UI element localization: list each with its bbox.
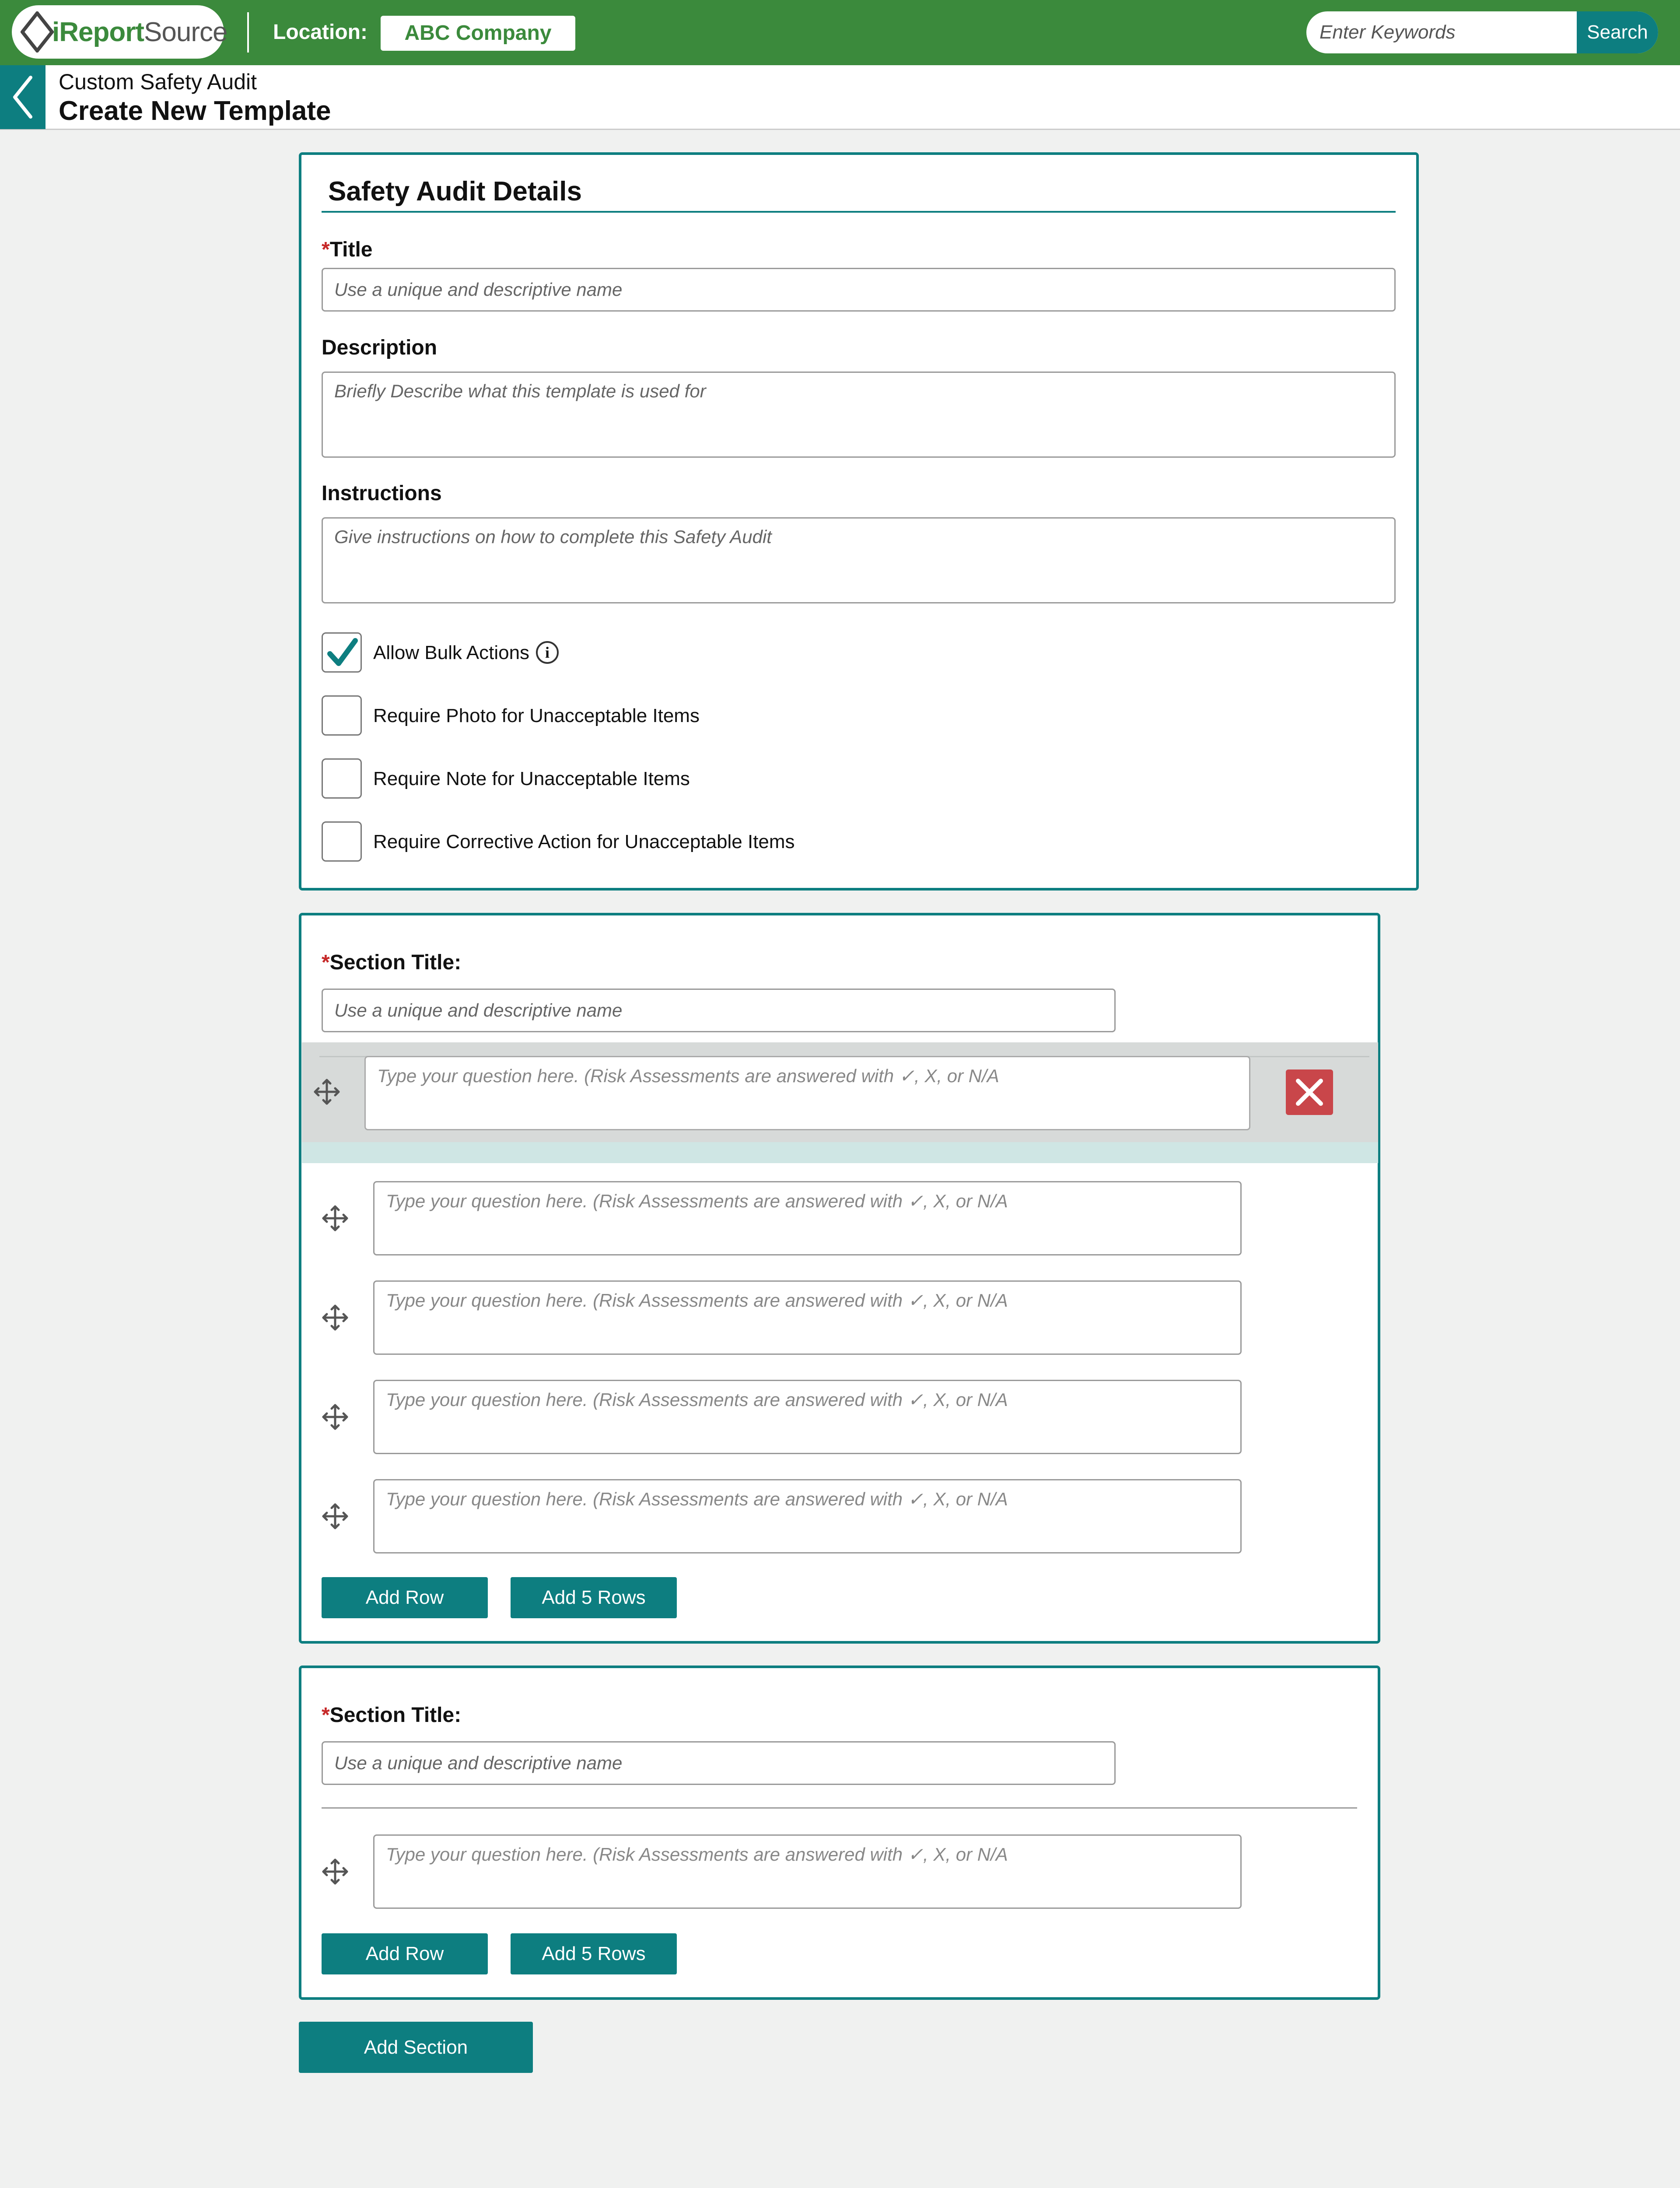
checkmark-icon: [326, 636, 358, 670]
drag-handle-icon[interactable]: [312, 1077, 341, 1106]
require-corrective-action-checkbox[interactable]: [322, 821, 362, 862]
add-section-button[interactable]: Add Section: [299, 2022, 533, 2073]
search-input[interactable]: [1306, 11, 1575, 53]
require-note-label: Require Note for Unacceptable Items: [373, 768, 690, 789]
required-mark: *: [322, 238, 330, 261]
require-photo-label: Require Photo for Unacceptable Items: [373, 705, 700, 726]
close-icon: [1295, 1077, 1324, 1107]
logo-wordmark: [52, 17, 227, 48]
question-field[interactable]: [373, 1479, 1242, 1553]
header-divider: [247, 12, 249, 53]
add-row-button[interactable]: Add Row: [322, 1933, 488, 1974]
required-mark: *: [322, 951, 330, 974]
drag-handle-icon[interactable]: [321, 1403, 350, 1431]
add-5-rows-button[interactable]: Add 5 Rows: [511, 1577, 677, 1618]
breadcrumb: Custom Safety Audit: [59, 70, 257, 94]
title-field[interactable]: [322, 268, 1396, 312]
logo-mark-icon: [21, 11, 54, 53]
location-selector[interactable]: ABC Company: [381, 16, 575, 51]
allow-bulk-actions-checkbox[interactable]: [322, 632, 362, 673]
logo-wordmark-part2: Source: [144, 17, 228, 47]
search-button[interactable]: Search: [1575, 11, 1658, 53]
divider: [322, 1807, 1357, 1809]
require-corrective-action-label: Require Corrective Action for Unacceptable Items: [373, 831, 795, 852]
drag-handle-icon[interactable]: [321, 1204, 350, 1233]
search-bar: [1306, 11, 1658, 53]
title-label-text: Title: [329, 238, 373, 261]
description-field[interactable]: [322, 372, 1396, 458]
required-mark: *: [322, 1704, 330, 1727]
question-field[interactable]: [373, 1834, 1242, 1909]
section-title-label: [322, 950, 461, 975]
section-title-label: [322, 1703, 461, 1727]
question-field[interactable]: [373, 1280, 1242, 1355]
instructions-field[interactable]: [322, 517, 1396, 603]
drop-target-indicator: [302, 1142, 1378, 1163]
add-row-button[interactable]: Add Row: [322, 1577, 488, 1618]
info-icon[interactable]: i: [536, 641, 559, 664]
instructions-label: Instructions: [322, 482, 442, 505]
app-logo[interactable]: [12, 5, 228, 59]
delete-question-button[interactable]: [1286, 1069, 1333, 1115]
section-title-label-text: Section Title:: [329, 1704, 462, 1727]
details-heading: Safety Audit Details: [328, 176, 582, 207]
page-title: Create New Template: [59, 96, 331, 126]
add-5-rows-button[interactable]: Add 5 Rows: [511, 1933, 677, 1974]
location-label: Location:: [273, 21, 368, 44]
question-field[interactable]: [373, 1181, 1242, 1255]
logo-wordmark-part1: iReport: [52, 17, 144, 47]
chevron-left-icon: [10, 74, 36, 120]
require-photo-checkbox[interactable]: [322, 695, 362, 736]
require-note-checkbox[interactable]: [322, 758, 362, 799]
heading-rule: [322, 211, 1396, 213]
title-label: [322, 238, 373, 262]
drag-handle-icon[interactable]: [321, 1303, 350, 1332]
question-field[interactable]: [364, 1056, 1250, 1130]
back-button[interactable]: [0, 65, 46, 129]
question-field[interactable]: [373, 1380, 1242, 1454]
drag-handle-icon[interactable]: [321, 1502, 350, 1531]
drag-handle-icon[interactable]: [321, 1857, 350, 1886]
description-label: Description: [322, 336, 438, 359]
section-title-field[interactable]: [322, 989, 1116, 1032]
allow-bulk-actions-label: Allow Bulk Actions: [373, 642, 530, 663]
section-title-field[interactable]: [322, 1741, 1116, 1785]
section-title-label-text: Section Title:: [329, 951, 462, 974]
